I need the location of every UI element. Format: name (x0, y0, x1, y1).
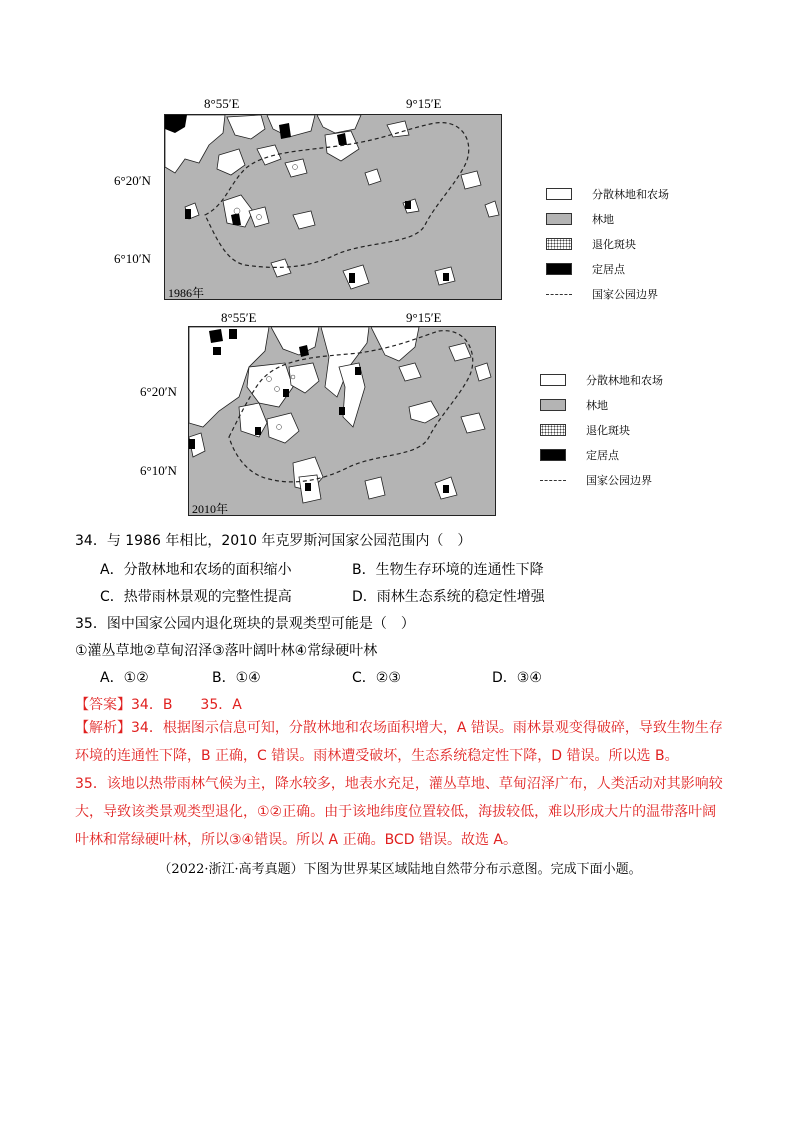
map2-year-label: 2010年 (192, 502, 229, 516)
legend1-swatch-gray (546, 213, 572, 225)
analysis-34-text: 34．根据图示信息可知，分散林地和农场面积增大，A 错误。雨林景观变得破碎，导致生物生存环境的连通性下降，B 正确，C 错误。雨林遭受破坏，生态系统稳定性下降，D 错误。所以选 B。 (75, 720, 723, 764)
map1-lat-label-2: 6°10′N (114, 251, 151, 266)
map1-lat-label-1: 6°20′N (114, 173, 151, 188)
legend1-item-degraded (546, 236, 636, 252)
map2-lon-label-2: 9°15′E (406, 310, 442, 325)
legend2-item-boundary (540, 472, 652, 488)
q34-option-d: D．雨林生态系统的稳定性增强 (352, 589, 545, 605)
answer-line (75, 694, 242, 714)
legend2-swatch-black (540, 449, 566, 461)
map2-drawing (189, 327, 495, 515)
map2-lon-label-1: 8°55′E (221, 310, 257, 325)
map1-canvas (164, 114, 502, 300)
map1-drawing (165, 115, 501, 299)
map1-legend (546, 186, 726, 306)
legend1-item-forest (546, 211, 614, 227)
legend1-swatch-dot (546, 238, 572, 250)
q34-option-a: A．分散林地和农场的面积缩小 (100, 562, 292, 578)
legend1-swatch-black (546, 263, 572, 275)
legend1-item-farms (546, 186, 669, 202)
legend1-label-degraded: 退化斑块 (592, 238, 636, 251)
q34-option-c: C．热带雨林景观的完整性提高 (100, 589, 292, 605)
legend1-item-settlement (546, 261, 625, 277)
legend2-swatch-dot (540, 424, 566, 436)
legend1-swatch-white (546, 188, 572, 200)
q35-option-d: D．③④ (492, 670, 542, 686)
q35-option-a: A．①② (100, 670, 149, 686)
legend1-label-boundary: 国家公园边界 (592, 288, 658, 301)
legend2-label-degraded: 退化斑块 (586, 424, 630, 437)
map2-canvas (188, 326, 496, 516)
legend1-label-forest: 林地 (592, 213, 614, 226)
analysis-35: 35．该地以热带雨林气候为主，降水较多，地表水充足，灌丛草地、草甸沼泽广布，人类活动对其影响较大，导致该类景观类型退化，①②正确。由于该地纬度位置较低，海拔较低，难以形成大片的温带落叶阔叶林和常绿硬叶林，所以③④错误。所以 A 正确。BCD 错误。故选 A。 (75, 776, 723, 848)
legend2-swatch-gray (540, 399, 566, 411)
question-35-items: ①灌丛草地②草甸沼泽③落叶阔叶林④常绿硬叶林 (75, 643, 378, 659)
legend2-item-farms (540, 372, 663, 388)
legend1-label-settlement: 定居点 (592, 263, 625, 276)
legend1-swatch-dash (546, 294, 572, 295)
legend2-label-forest: 林地 (586, 399, 608, 412)
answer-text: 34．B 35．A (131, 697, 242, 713)
legend2-swatch-dash (540, 480, 566, 481)
next-question-source-line: （2022·浙江·高考真题）下图为世界某区域陆地自然带分布示意图。完成下面小题。 (158, 862, 642, 877)
map1-year-label: 1986年 (168, 286, 205, 300)
answer-tag: 【答案】 (75, 697, 131, 713)
map2-legend (540, 372, 720, 492)
question-35-stem: 35．图中国家公园内退化斑块的景观类型可能是（ ） (75, 616, 415, 632)
map1-lon-label-2: 9°15′E (406, 96, 442, 111)
map2-lat-label-1: 6°20′N (140, 384, 177, 399)
legend2-swatch-white (540, 374, 566, 386)
map1-lon-label-1: 8°55′E (204, 96, 240, 111)
legend2-item-degraded (540, 422, 630, 438)
q35-option-b: B．①④ (212, 670, 261, 686)
legend2-label-settlement: 定居点 (586, 449, 619, 462)
legend2-item-settlement (540, 447, 619, 463)
legend2-label-farms: 分散林地和农场 (586, 374, 663, 387)
legend2-item-forest (540, 397, 608, 413)
map2-lat-label-2: 6°10′N (140, 463, 177, 478)
legend1-item-boundary (546, 286, 658, 302)
analysis-34 (75, 714, 725, 770)
legend1-label-farms: 分散林地和农场 (592, 188, 669, 201)
q34-option-b: B．生物生存环境的连通性下降 (352, 562, 544, 578)
q35-option-c: C．②③ (352, 670, 401, 686)
legend2-label-boundary: 国家公园边界 (586, 474, 652, 487)
analysis-tag: 【解析】 (75, 720, 131, 736)
question-34-stem: 34．与 1986 年相比，2010 年克罗斯河国家公园范围内（ ） (75, 533, 472, 549)
